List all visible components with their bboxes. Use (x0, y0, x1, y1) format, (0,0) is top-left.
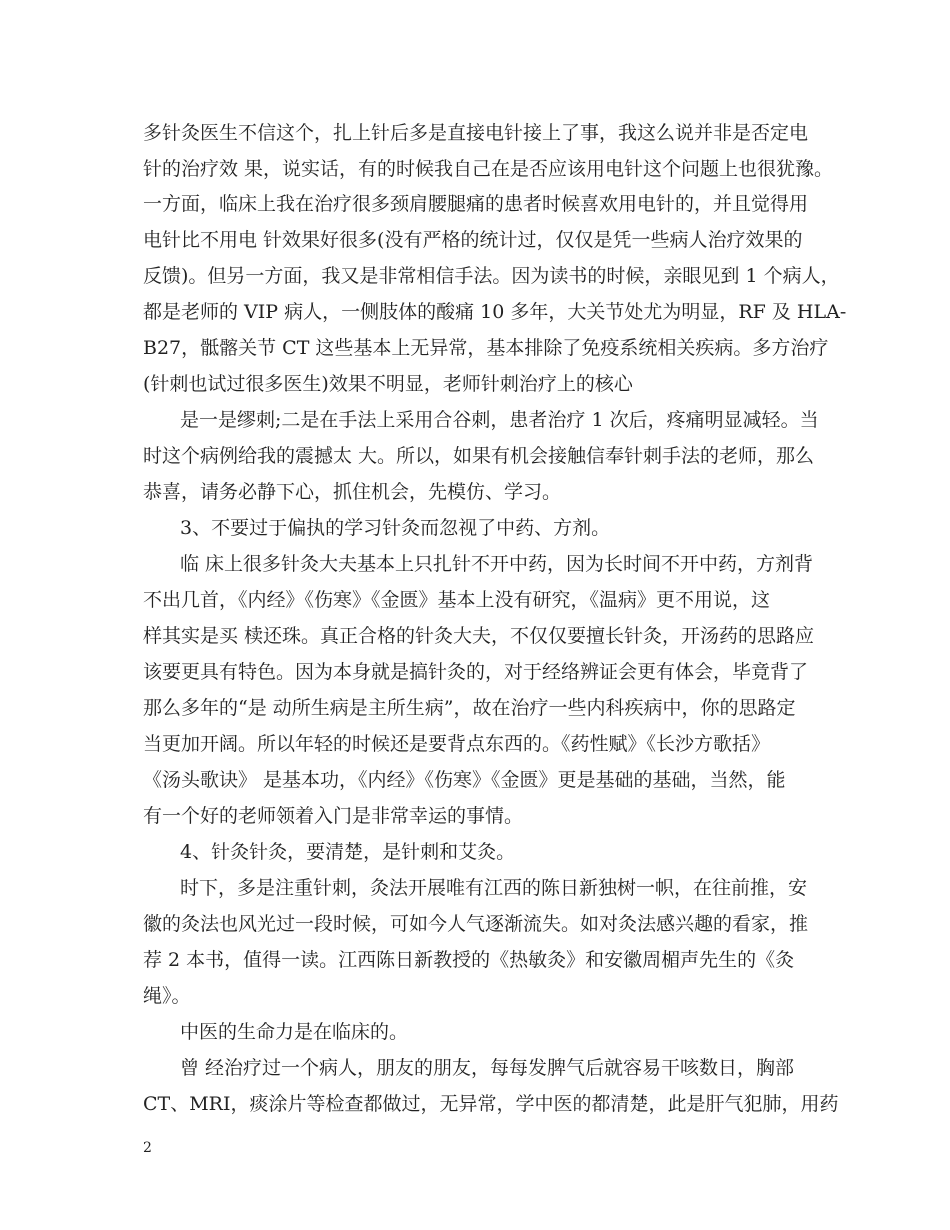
text-line: 临 床上很多针灸大夫基本上只扎针不开中药，因为长时间不开中药，方剂背 (180, 553, 814, 575)
text-line: 那么多年的“是 动所生病是主所生病”，故在治疗一些内科疾病中，你的思路定 (143, 697, 796, 719)
text-line: 该要更具有特色。因为本身就是搞针灸的，对于经络辨证会更有体会，毕竟背了 (143, 661, 809, 683)
text-line: CT、MRI，痰涂片等检查都做过，无异常，学中医的都清楚，此是肝气犯肺，用药 (143, 1093, 839, 1115)
text-line: 反馈)。但另一方面，我又是非常相信手法。因为读书的时候，亲眼见到 1 个病人， (143, 265, 840, 287)
text-line: 徽的灸法也风光过一段时候，可如今人气逐渐流失。如对灸法感兴趣的看家，推 (143, 913, 809, 935)
text-line: 不出几首，《内经》《伤寒》《金匮》基本上没有研究，《温病》更不用说，这 (143, 589, 771, 611)
text-line: 曾 经治疗过一个病人，朋友的朋友，每每发脾气后就容易干咳数日，胸部 (180, 1057, 795, 1079)
text-line: 时这个病例给我的震撼太 大。所以，如果有机会接触信奉针刺手法的老师，那么 (143, 445, 815, 467)
text-line: 一方面，临床上我在治疗很多颈肩腰腿痛的患者时候喜欢用电针的，并且觉得用 (143, 193, 809, 215)
text-line: 荐 2 本书，值得一读。江西陈日新教授的《热敏灸》和安徽周楣声先生的《灸 (143, 949, 795, 971)
section-heading: 4、针灸针灸，要清楚，是针刺和艾灸。 (180, 841, 516, 863)
text-line: (针刺也试过很多医生)效果不明显，老师针刺治疗上的核心 (143, 373, 633, 395)
text-line: 针的治疗效 果，说实话，有的时候我自己在是否应该用电针这个问题上也很犹豫。 (143, 158, 834, 180)
text-line: 多针灸医生不信这个，扎上针后多是直接电针接上了事，我这么说并非是否定电 (143, 122, 809, 144)
text-line: 恭喜，请务必静下心，抓住机会，先模仿、学习。 (143, 481, 562, 503)
text-line: 电针比不用电 针效果好很多(没有严格的统计过，仅仅是凭一些病人治疗效果的 (143, 229, 803, 251)
text-line: 有一个好的老师领着入门是非常幸运的事情。 (143, 805, 524, 827)
text-line: 绳》。 (143, 985, 191, 1007)
text-line: 中医的生命力是在临床的。 (180, 1021, 409, 1043)
section-heading: 3、不要过于偏执的学习针灸而忽视了中药、方剂。 (180, 517, 611, 539)
text-line: 《汤头歌诀》 是基本功，《内经》《伤寒》《金匮》更是基础的基础，当然，能 (143, 769, 786, 791)
text-line: B27，骶髂关节 CT 这些基本上无异常，基本排除了免疫系统相关疾病。多方治疗 (143, 337, 829, 359)
text-line: 时下，多是注重针刺，灸法开展唯有江西的陈日新独树一帜，在往前推，安 (180, 877, 808, 899)
text-line: 当更加开阔。所以年轻的时候还是要背点东西的。《药性赋》《长沙方歌括》 (143, 733, 771, 755)
text-line: 是一是缪刺;二是在手法上采用合谷刺，患者治疗 1 次后，疼痛明显减轻。当 (180, 409, 819, 431)
page-number: 2 (143, 1140, 152, 1156)
text-line: 都是老师的 VIP 病人，一侧肢体的酸痛 10 多年，大关节处尤为明显，RF 及 HLA- (143, 301, 847, 323)
text-line: 样其实是买 椟还珠。真正合格的针灸大夫，不仅仅要擅长针灸，开汤药的思路应 (143, 625, 815, 647)
